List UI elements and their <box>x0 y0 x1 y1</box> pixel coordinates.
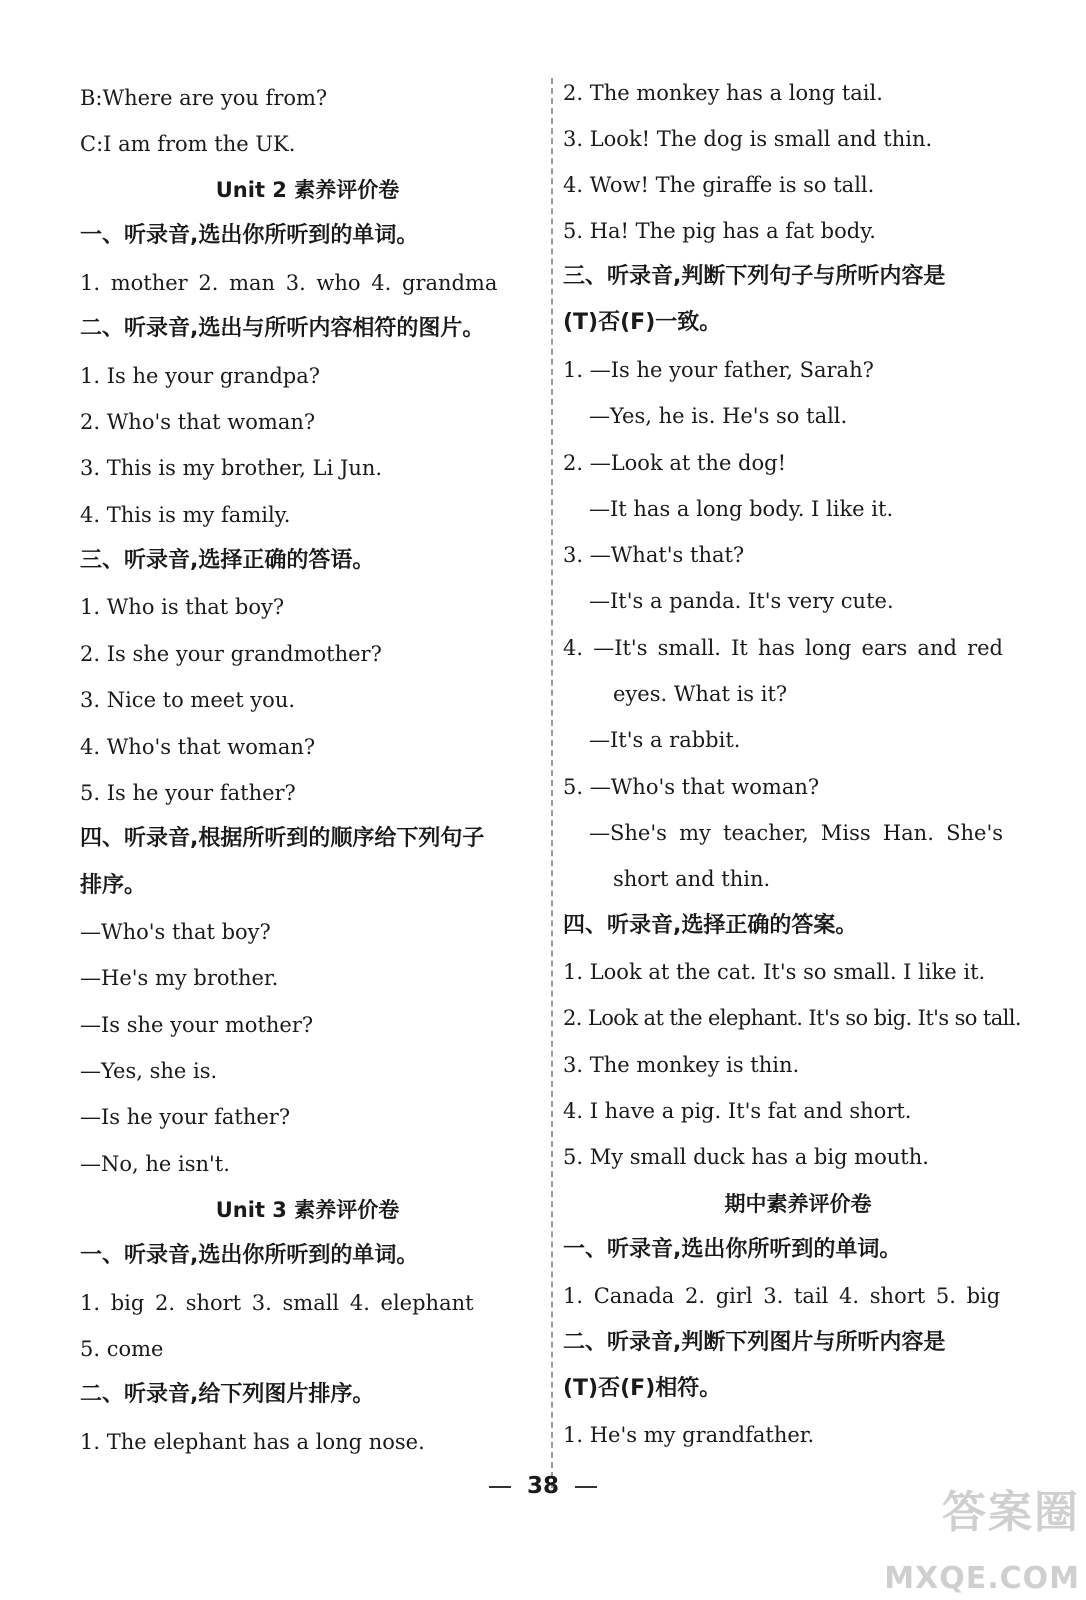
dialog-line: 4. —It's small. It has long ears and red <box>563 636 1003 660</box>
dialog-line: C:I am from the UK. <box>80 132 296 156</box>
midterm-title: 期中素养评价卷 <box>724 1192 872 1216</box>
dialog-line: eyes. What is it? <box>613 682 788 706</box>
dialog-line: 3. —What's that? <box>563 543 745 567</box>
list-item: —Is he your father? <box>80 1105 291 1129</box>
list-item: 3. This is my brother, Li Jun. <box>80 456 383 480</box>
dialog-line: B:Where are you from? <box>80 86 328 110</box>
dialog-line: —It has a long body. I like it. <box>589 497 894 521</box>
list-item: 4. I have a pig. It's fat and short. <box>563 1099 912 1123</box>
dialog-line: 2. —Look at the dog! <box>563 451 787 475</box>
list-item: 3. The monkey is thin. <box>563 1053 800 1077</box>
watermark-url: MXQE.COM <box>884 1561 1080 1596</box>
list-item: 1. The elephant has a long nose. <box>80 1430 425 1454</box>
list-item: 1. Who is that boy? <box>80 595 285 619</box>
dialog-line: 5. —Who's that woman? <box>563 775 820 799</box>
list-item: 5. My small duck has a big mouth. <box>563 1145 929 1169</box>
list-item: 4. Who's that woman? <box>80 735 316 759</box>
section-title: 一、听录音,选出你所听到的单词。 <box>563 1237 902 1262</box>
dash-left <box>489 1486 511 1488</box>
dialog-line: —She's my teacher, Miss Han. She's <box>589 821 1003 845</box>
column-divider <box>551 78 553 1488</box>
section-title-cont: 排序。 <box>80 873 147 898</box>
word-list: 5. come <box>80 1337 164 1361</box>
word-list: 1. mother 2. man 3. who 4. grandma <box>80 271 498 295</box>
list-item: 1. Look at the cat. It's so small. I like it. <box>563 960 986 984</box>
unit2-title: Unit 2 素养评价卷 <box>215 178 400 202</box>
list-item: 3. Nice to meet you. <box>80 688 296 712</box>
dialog-line: —Yes, he is. He's so tall. <box>589 404 848 428</box>
section-title: 一、听录音,选出你所听到的单词。 <box>80 223 419 248</box>
list-item: 5. Is he your father? <box>80 781 296 805</box>
section-title: 二、听录音,给下列图片排序。 <box>80 1382 375 1407</box>
section-title: 三、听录音,选择正确的答语。 <box>80 548 375 573</box>
list-item: 1. Is he your grandpa? <box>80 364 321 388</box>
list-item: —He's my brother. <box>80 966 279 990</box>
list-item: 2. Is she your grandmother? <box>80 642 382 666</box>
dialog-line: 1. —Is he your father, Sarah? <box>563 358 874 382</box>
page-number-text: 38 <box>526 1473 559 1499</box>
list-item: 4. Wow! The giraffe is so tall. <box>563 173 875 197</box>
word-list: 1. Canada 2. girl 3. tail 4. short 5. big <box>563 1284 1001 1308</box>
word-list: 1. big 2. short 3. small 4. elephant <box>80 1291 474 1315</box>
list-item: 2. Look at the elephant. It's so big. It's so tall. <box>563 1006 1021 1030</box>
page-number <box>0 1473 1086 1499</box>
section-title-cont: (T)否(F)一致。 <box>563 310 722 335</box>
section-title: 四、听录音,根据所听到的顺序给下列句子 <box>80 826 485 851</box>
list-item: —Yes, she is. <box>80 1059 218 1083</box>
section-title: 三、听录音,判断下列句子与所听内容是 <box>563 264 946 289</box>
unit3-title: Unit 3 素养评价卷 <box>215 1198 400 1222</box>
watermark-logo-text: 答案圈 <box>942 1487 1080 1538</box>
section-title: 四、听录音,选择正确的答案。 <box>563 913 858 938</box>
list-item: 3. Look! The dog is small and thin. <box>563 127 933 151</box>
list-item: 2. The monkey has a long tail. <box>563 81 883 105</box>
list-item: —Is she your mother? <box>80 1013 314 1037</box>
list-item: —No, he isn't. <box>80 1152 230 1176</box>
section-title: 二、听录音,选出与所听内容相符的图片。 <box>80 316 485 341</box>
dialog-line: —It's a rabbit. <box>589 728 741 752</box>
section-title: 二、听录音,判断下列图片与所听内容是 <box>563 1330 946 1355</box>
list-item: 5. Ha! The pig has a fat body. <box>563 219 876 243</box>
section-title: 一、听录音,选出你所听到的单词。 <box>80 1243 419 1268</box>
list-item: 2. Who's that woman? <box>80 410 316 434</box>
list-item: —Who's that boy? <box>80 920 271 944</box>
list-item: 1. He's my grandfather. <box>563 1423 815 1447</box>
section-title-cont: (T)否(F)相符。 <box>563 1376 722 1401</box>
dialog-line: —It's a panda. It's very cute. <box>589 589 894 613</box>
dialog-line: short and thin. <box>613 867 771 891</box>
dash-right <box>575 1486 597 1488</box>
list-item: 4. This is my family. <box>80 503 291 527</box>
